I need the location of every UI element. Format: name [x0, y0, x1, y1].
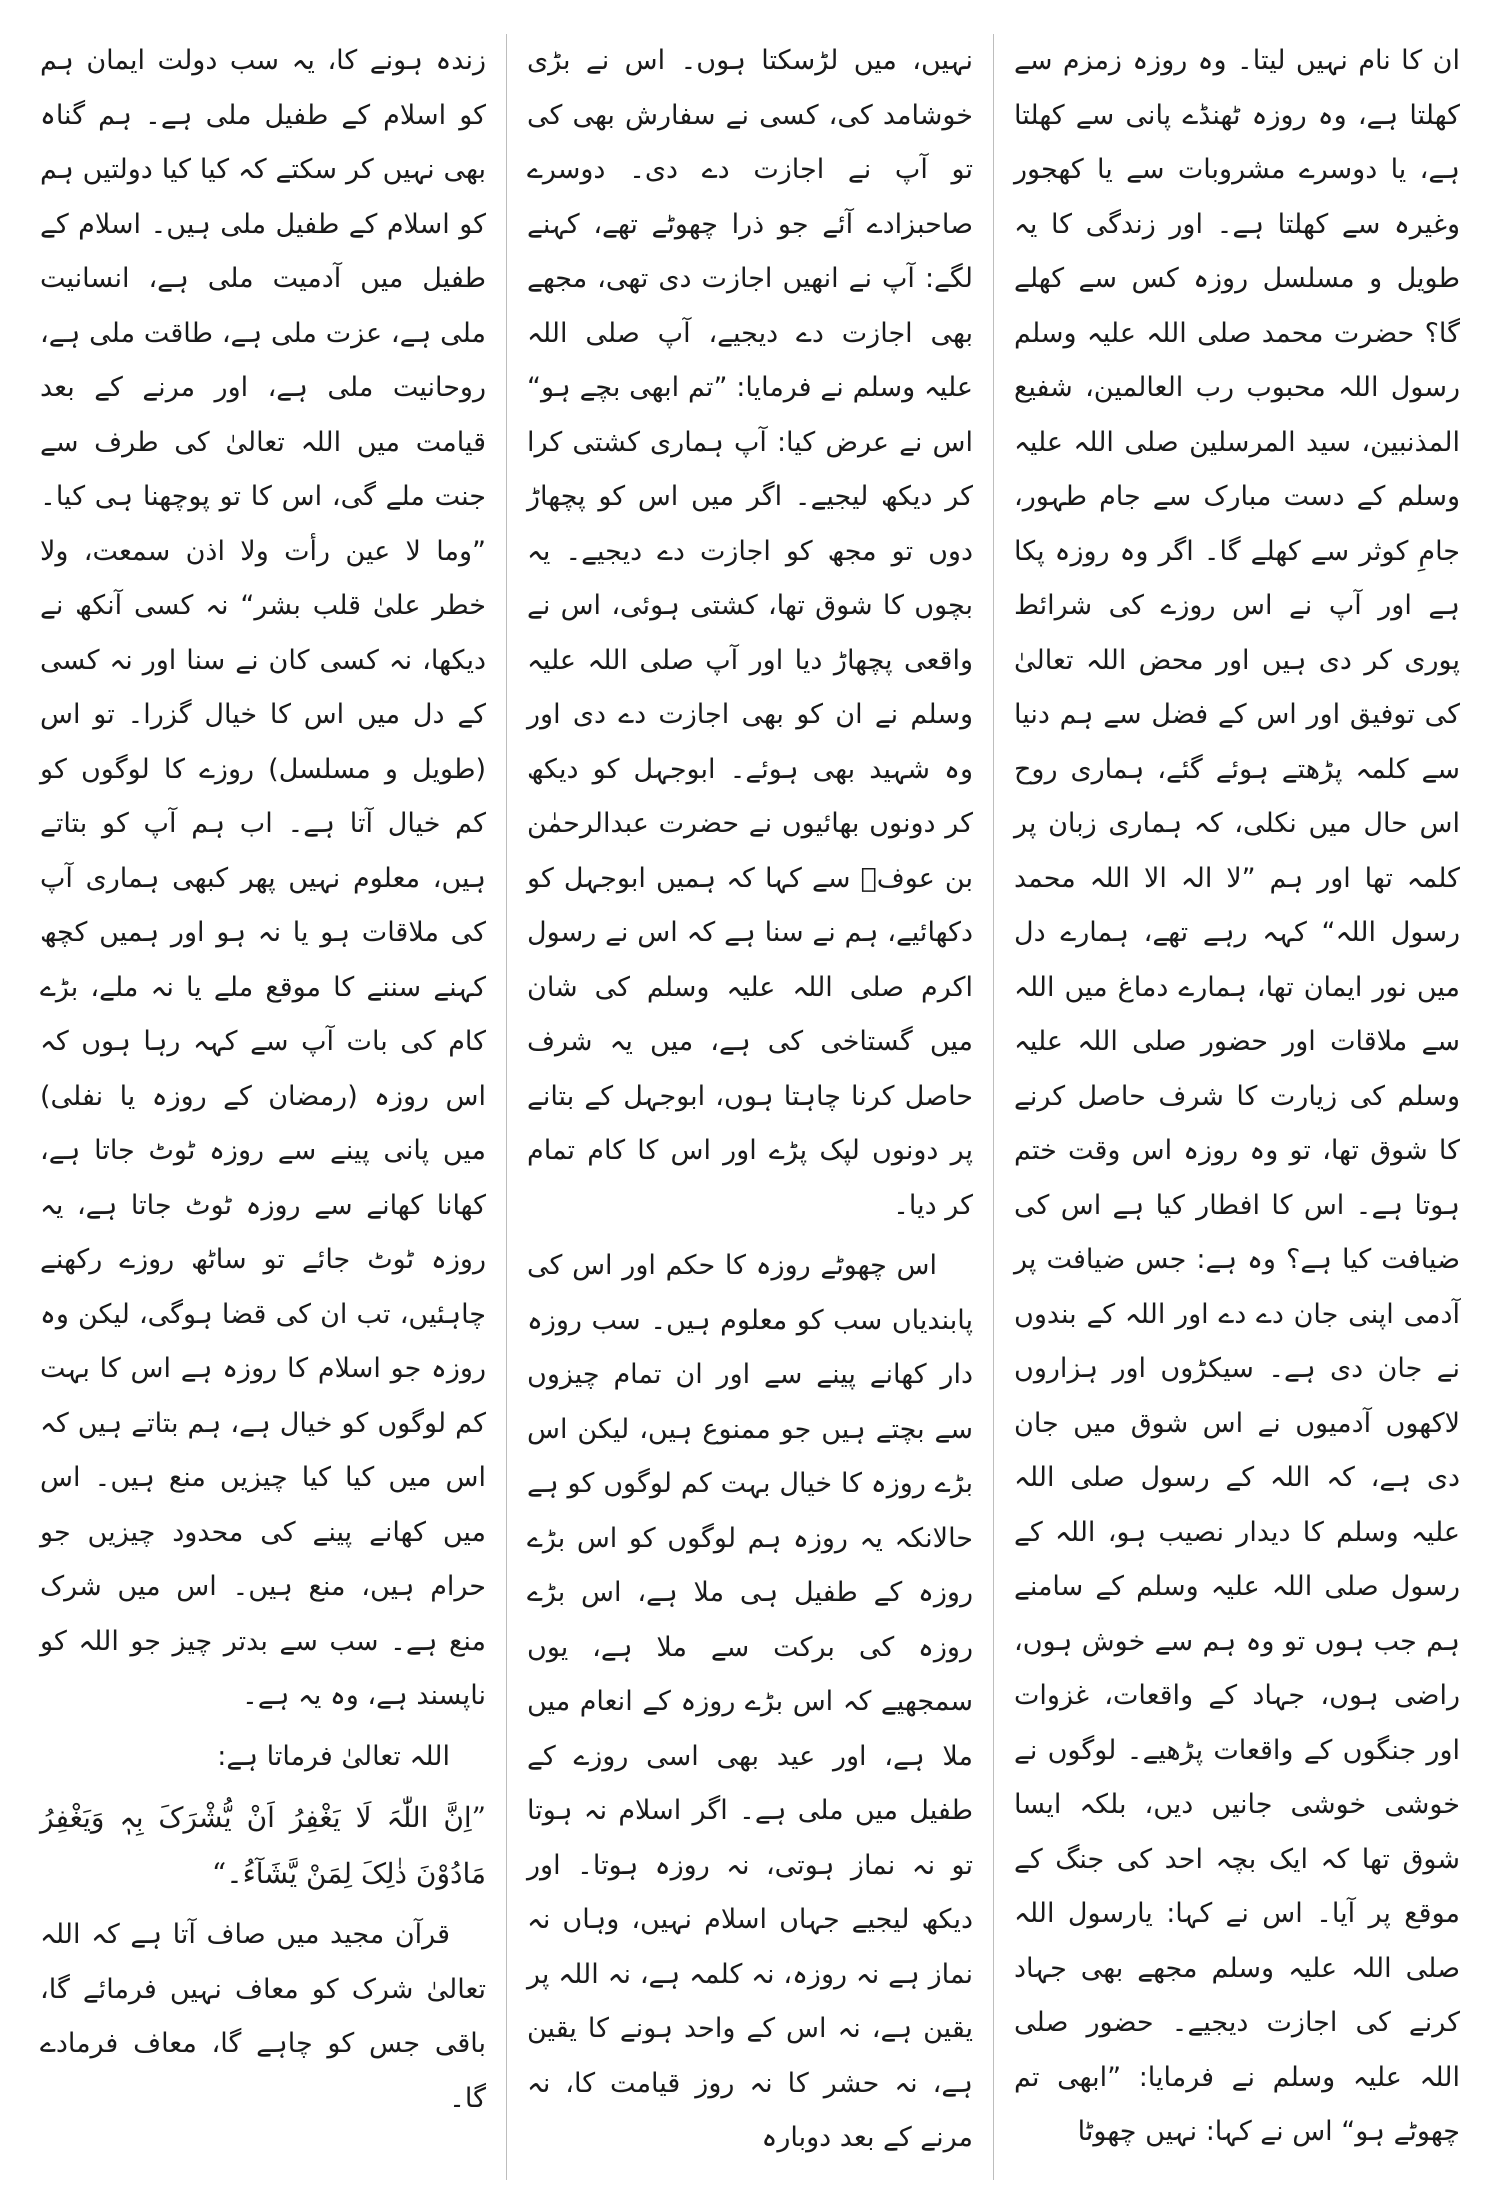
- text-column-right: [996, 34, 1478, 2180]
- text-column-middle: [509, 34, 991, 2180]
- quran-verse: ”اِنَّ اللّٰہَ لَا یَغْفِرُ اَنْ یُّشْرَکَ بِہٖ وَیَغْفِرُ مَادُوْنَ ذٰلِکَ لِمَنْ یَّشَآءُ۔“: [40, 1801, 486, 1890]
- paragraph: نہیں، میں لڑسکتا ہوں۔ اس نے بڑی خوشامد کی، کسی نے سفارش بھی کی تو آپ نے اجازت دے دی۔ دوسرے صاحبزادے آئے جو ذرا چھوٹے تھے، کہنے لگے: آپ نے انھیں اجازت دی تھی، مجھے بھی اجازت دے دیجیے، آپ صلی اللہ علیہ وسلم نے فرمایا: ”تم ابھی بچے ہو“ اس نے عرض کیا: آپ ہماری کشتی کرا کر دیکھ لیجیے۔ اگر میں اس کو پچھاڑ دوں تو مجھ کو اجازت دے دیجیے۔ یہ بچوں کا شوق تھا، کشتی ہوئی، اس نے واقعی پچھاڑ دیا اور آپ صلی اللہ علیہ وسلم نے ان کو بھی اجازت دے دی اور وہ شہید بھی ہوئے۔ ابوجہل کو دیکھ کر دونوں بھائیوں نے حضرت عبدالرحمٰن بن عوفؓ سے کہا کہ ہمیں ابوجہل کو دکھائیے، ہم نے سنا ہے کہ اس نے رسول اکرم صلی اللہ علیہ وسلم کی شان میں گستاخی کی ہے، میں یہ شرف حاصل کرنا چاہتا ہوں، ابوجہل کے بتانے پر دونوں لپک پڑے اور اس کا کام تمام کر دیا۔: [527, 45, 973, 1221]
- text-column-left: [22, 34, 504, 2180]
- column-divider: [993, 34, 994, 2180]
- column-divider: [506, 34, 507, 2180]
- paragraph: ان کا نام نہیں لیتا۔ وہ روزہ زمزم سے کھلتا ہے، وہ روزہ ٹھنڈے پانی سے کھلتا ہے، یا دوسرے مشروبات سے یا کھجور وغیرہ سے کھلتا ہے۔ اور زندگی کا یہ طویل و مسلسل روزہ کس سے کھلے گا؟ حضرت محمد صلی اللہ علیہ وسلم رسول اللہ محبوب رب العالمین، شفیع المذنبین، سید المرسلین صلی اللہ علیہ وسلم کے دست مبارک سے جام طہور، جامِ کوثر سے کھلے گا۔ اگر وہ روزہ پکا ہے اور آپ نے اس روزے کی شرائط پوری کر دی ہیں اور محض اللہ تعالیٰ کی توفیق اور اس کے فضل سے ہم دنیا سے کلمہ پڑھتے ہوئے گئے، ہماری روح اس حال میں نکلی، کہ ہماری زبان پر کلمہ تھا اور ہم ”لا الہ الا اللہ محمد رسول اللہ“ کہہ رہے تھے، ہمارے دل میں نور ایمان تھا، ہمارے دماغ میں اللہ سے ملاقات اور حضور صلی اللہ علیہ وسلم کی زیارت کا شرف حاصل کرنے کا شوق تھا، تو وہ روزہ اس وقت ختم ہوتا ہے۔ اس کا افطار کیا ہے اس کی ضیافت کیا ہے؟ وہ ہے: جس ضیافت پر آدمی اپنی جان دے دے اور اللہ کے بندوں نے جان دی ہے۔ سیکڑوں اور ہزاروں لاکھوں آدمیوں نے اس شوق میں جان دی ہے، کہ اللہ کے رسول صلی اللہ علیہ وسلم کا دیدار نصیب ہو، اللہ کے رسول صلی اللہ علیہ وسلم کے سامنے ہم جب ہوں تو وہ ہم سے خوش ہوں، راضی ہوں، جہاد کے واقعات، غزوات اور جنگوں کے واقعات پڑھیے۔ لوگوں نے خوشی خوشی جانیں دیں، بلکہ ایسا شوق تھا کہ ایک بچہ احد کی جنگ کے موقع پر آیا۔ اس نے کہا: یارسول اللہ صلی اللہ علیہ وسلم مجھے بھی جہاد کرنے کی اجازت دیجیے۔ حضور صلی اللہ علیہ وسلم نے فرمایا: ”ابھی تم چھوٹے ہو“ اس نے کہا: نہیں چھوٹا: [1014, 45, 1460, 2147]
- paragraph: زندہ ہونے کا، یہ سب دولت ایمان ہم کو اسلام کے طفیل ملی ہے۔ ہم گناہ بھی نہیں کر سکتے کہ کیا کیا دولتیں ہم کو اسلام کے طفیل ملی ہیں۔ اسلام کے طفیل میں آدمیت ملی ہے، انسانیت ملی ہے، عزت ملی ہے، طاقت ملی ہے، روحانیت ملی ہے، اور مرنے کے بعد قیامت میں اللہ تعالیٰ کی طرف سے جنت ملے گی، اس کا تو پوچھنا ہی کیا۔ ”وما لا عین رأت ولا اذن سمعت، ولا خطر علیٰ قلب بشر“ نہ کسی آنکھ نے دیکھا، نہ کسی کان نے سنا اور نہ کسی کے دل میں اس کا خیال گزرا۔ تو اس (طویل و مسلسل) روزے کا لوگوں کو کم خیال آتا ہے۔ اب ہم آپ کو بتاتے ہیں، معلوم نہیں پھر کبھی ہماری آپ کی ملاقات ہو یا نہ ہو اور ہمیں کچھ کہنے سننے کا موقع ملے یا نہ ملے، بڑے کام کی بات آپ سے کہہ رہا ہوں کہ اس روزہ (رمضان کے روزہ یا نفلی) میں پانی پینے سے روزہ ٹوٹ جاتا ہے، کھانا کھانے سے روزہ ٹوٹ جاتا ہے، یہ روزہ ٹوٹ جائے تو ساٹھ روزے رکھنے چاہئیں، تب ان کی قضا ہوگی، لیکن وہ روزہ جو اسلام کا روزہ ہے اس کا بہت کم لوگوں کو خیال ہے، ہم بتاتے ہیں کہ اس میں کیا کیا چیزیں منع ہیں۔ اس میں کھانے پینے کی محدود چیزیں جو حرام ہیں، منع ہیں۔ اس میں شرک منع ہے۔ سب سے بدتر چیز جو اللہ کو ناپسند ہے، وہ یہ ہے۔: [40, 45, 486, 1711]
- paragraph: اس چھوٹے روزہ کا حکم اور اس کی پابندیاں سب کو معلوم ہیں۔ سب روزہ دار کھانے پینے سے اور ان تمام چیزوں سے بچتے ہیں جو ممنوع ہیں، لیکن اس بڑے روزہ کا خیال بہت کم لوگوں کو ہے حالانکہ یہ روزہ ہم لوگوں کو اس بڑے روزہ کے طفیل ہی ملا ہے، اس بڑے روزہ کی برکت سے ملا ہے، یوں سمجھیے کہ اس بڑے روزہ کے انعام میں ملا ہے، اور عید بھی اسی روزے کے طفیل میں ملی ہے۔ اگر اسلام نہ ہوتا تو نہ نماز ہوتی، نہ روزہ ہوتا۔ اور دیکھ لیجیے جہاں اسلام نہیں، وہاں نہ نماز ہے نہ روزہ، نہ کلمہ ہے، نہ اللہ پر یقین ہے، نہ اس کے واحد ہونے کا یقین ہے، نہ حشر کا نہ روز قیامت کا، نہ مرنے کے بعد دوبارہ: [527, 1250, 973, 2153]
- verse-intro: اللہ تعالیٰ فرماتا ہے:: [217, 1740, 450, 1772]
- paragraph: قرآن مجید میں صاف آتا ہے کہ اللہ تعالیٰ شرک کو معاف نہیں فرمائے گا، باقی جس کو چاہے گا، معاف فرمادے گا۔: [40, 1919, 486, 2114]
